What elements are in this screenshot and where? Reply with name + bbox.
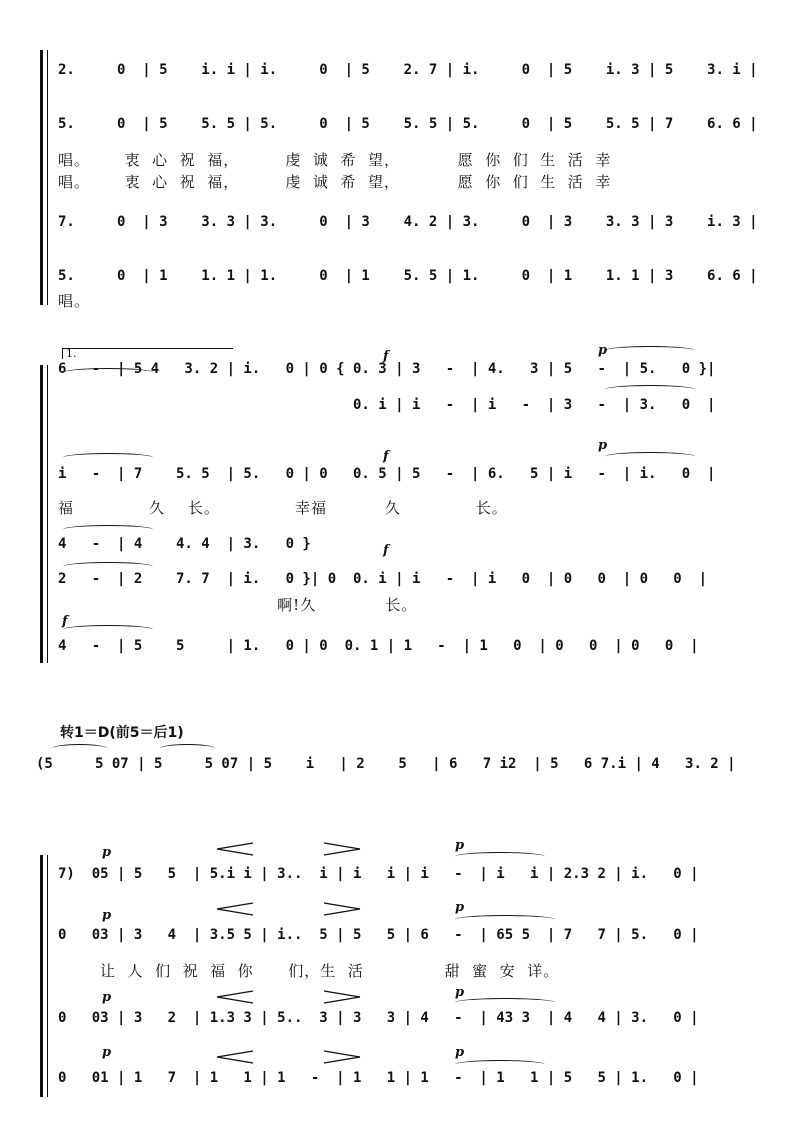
system4-bracket-inner [47,855,48,1097]
slur [455,1060,545,1069]
dynamic-mark: p [455,985,465,1000]
volta-label: 1. [66,347,77,360]
slur [455,915,555,924]
system4-bass: 0 01 | 1 7 | 1 1 | 1 - | 1 1 | 1 - | 1 1 | 5 5 | 1. 0 | [58,1070,699,1086]
slur [605,385,695,394]
crescendo-hairpin [215,1050,255,1064]
dynamic-mark: p [455,838,465,853]
dynamic-mark: f [383,543,389,558]
dynamic-mark: p [455,1045,465,1060]
dynamic-mark: p [455,900,465,915]
slur [52,744,107,753]
system2-tenor-1: 4 - | 4 4. 4 | 3. 0 } [58,536,311,552]
system2-tenor-2: 2 - | 2 7. 7 | i. 0 }| 0 0. i | i - | i 0 | 0 0 | 0 0 | [58,571,708,587]
system2-lyric-2: 啊!久 长。 [58,596,418,614]
system2-soprano-2: 0. i | i - | i - | 3 - | 3. 0 | [58,397,716,413]
dynamic-mark: f [62,614,68,629]
slur [160,744,215,753]
slur [63,453,153,462]
system1-bracket-inner [47,50,48,305]
system1-tenor: 7. 0 | 3 3. 3 | 3. 0 | 3 4. 2 | 3. 0 | 3 3. 3 | 3 i. 3 | [58,214,758,230]
system1-bracket [40,50,43,305]
system4-tenor: 0 03 | 3 2 | 1.3 3 | 5.. 3 | 3 3 | 4 - | 43 3 | 4 4 | 3. 0 | [58,1010,699,1026]
system2-bass: 4 - | 5 5 | 1. 0 | 0 0. 1 | 1 - | 1 0 | 0 0 | 0 0 | [58,638,699,654]
system4-bracket [40,855,43,1097]
decrescendo-hairpin [322,990,362,1004]
decrescendo-hairpin [322,1050,362,1064]
system1-lyric-3: 唱。 [58,292,91,310]
crescendo-hairpin [215,902,255,916]
system2-bracket-inner [47,365,48,663]
dynamic-mark: p [102,845,112,860]
dynamic-mark: p [102,1045,112,1060]
system1-soprano: 2. 0 | 5 i. i | i. 0 | 5 2. 7 | i. 0 | 5 i. 3 | 5 3. i | [58,62,758,78]
dynamic-mark: f [383,349,389,364]
system2-bracket [40,365,43,663]
system2-soprano-1: 6 - | 5 4 3. 2 | i. 0 | 0 { 0. 3 | 3 - | 4. 3 | 5 - | 5. 0 }| [58,361,716,377]
dynamic-mark: p [598,343,608,358]
system4-alto: 0 03 | 3 4 | 3.5 5 | i.. 5 | 5 5 | 6 - | 65 5 | 7 7 | 5. 0 | [58,927,699,943]
slur [63,368,153,377]
system4-lyric: 让 人 们 祝 福 你 们，生 活 甜 蜜 安 详。 [100,962,560,980]
slur [63,525,153,534]
dynamic-mark: p [102,990,112,1005]
system2-lyric-1: 福 久 长。 幸福 久 长。 [58,499,508,517]
slur [455,852,545,861]
key-change: 转1＝D(前5＝后1) [60,725,184,741]
system2-alto: i - | 7 5. 5 | 5. 0 | 0 0. 5 | 5 - | 6. 5 | i - | i. 0 | [58,466,716,482]
system1-bass: 5. 0 | 1 1. 1 | 1. 0 | 1 5. 5 | 1. 0 | 1 1. 1 | 3 6. 6 | [58,268,758,284]
dynamic-mark: f [383,449,389,464]
decrescendo-hairpin [322,842,362,856]
system3-intro: (5 5 07 | 5 5 07 | 5 i | 2 5 | 6 7 i2 | 5 6 7.i | 4 3. 2 | [36,756,736,772]
slur [605,452,695,461]
crescendo-hairpin [215,842,255,856]
dynamic-mark: p [598,438,608,453]
crescendo-hairpin [215,990,255,1004]
slur [63,625,153,634]
dynamic-mark: p [102,908,112,923]
slur [63,562,153,571]
system1-alto: 5. 0 | 5 5. 5 | 5. 0 | 5 5. 5 | 5. 0 | 5 5. 5 | 7 6. 6 | [58,116,758,132]
slur [455,998,555,1007]
slur [605,346,695,355]
decrescendo-hairpin [322,902,362,916]
system4-soprano: 7) 05 | 5 5 | 5.i i | 3.. i | i i | i - | i i | 2.3 2 | i. 0 | [58,866,699,882]
system1-lyric-1: 唱。 衷 心 祝 福， 虔 诚 希 望， 愿 你 们 生 活 幸 [58,151,612,169]
system1-lyric-2: 唱。 衷 心 祝 福， 虔 诚 希 望， 愿 你 们 生 活 幸 [58,173,612,191]
